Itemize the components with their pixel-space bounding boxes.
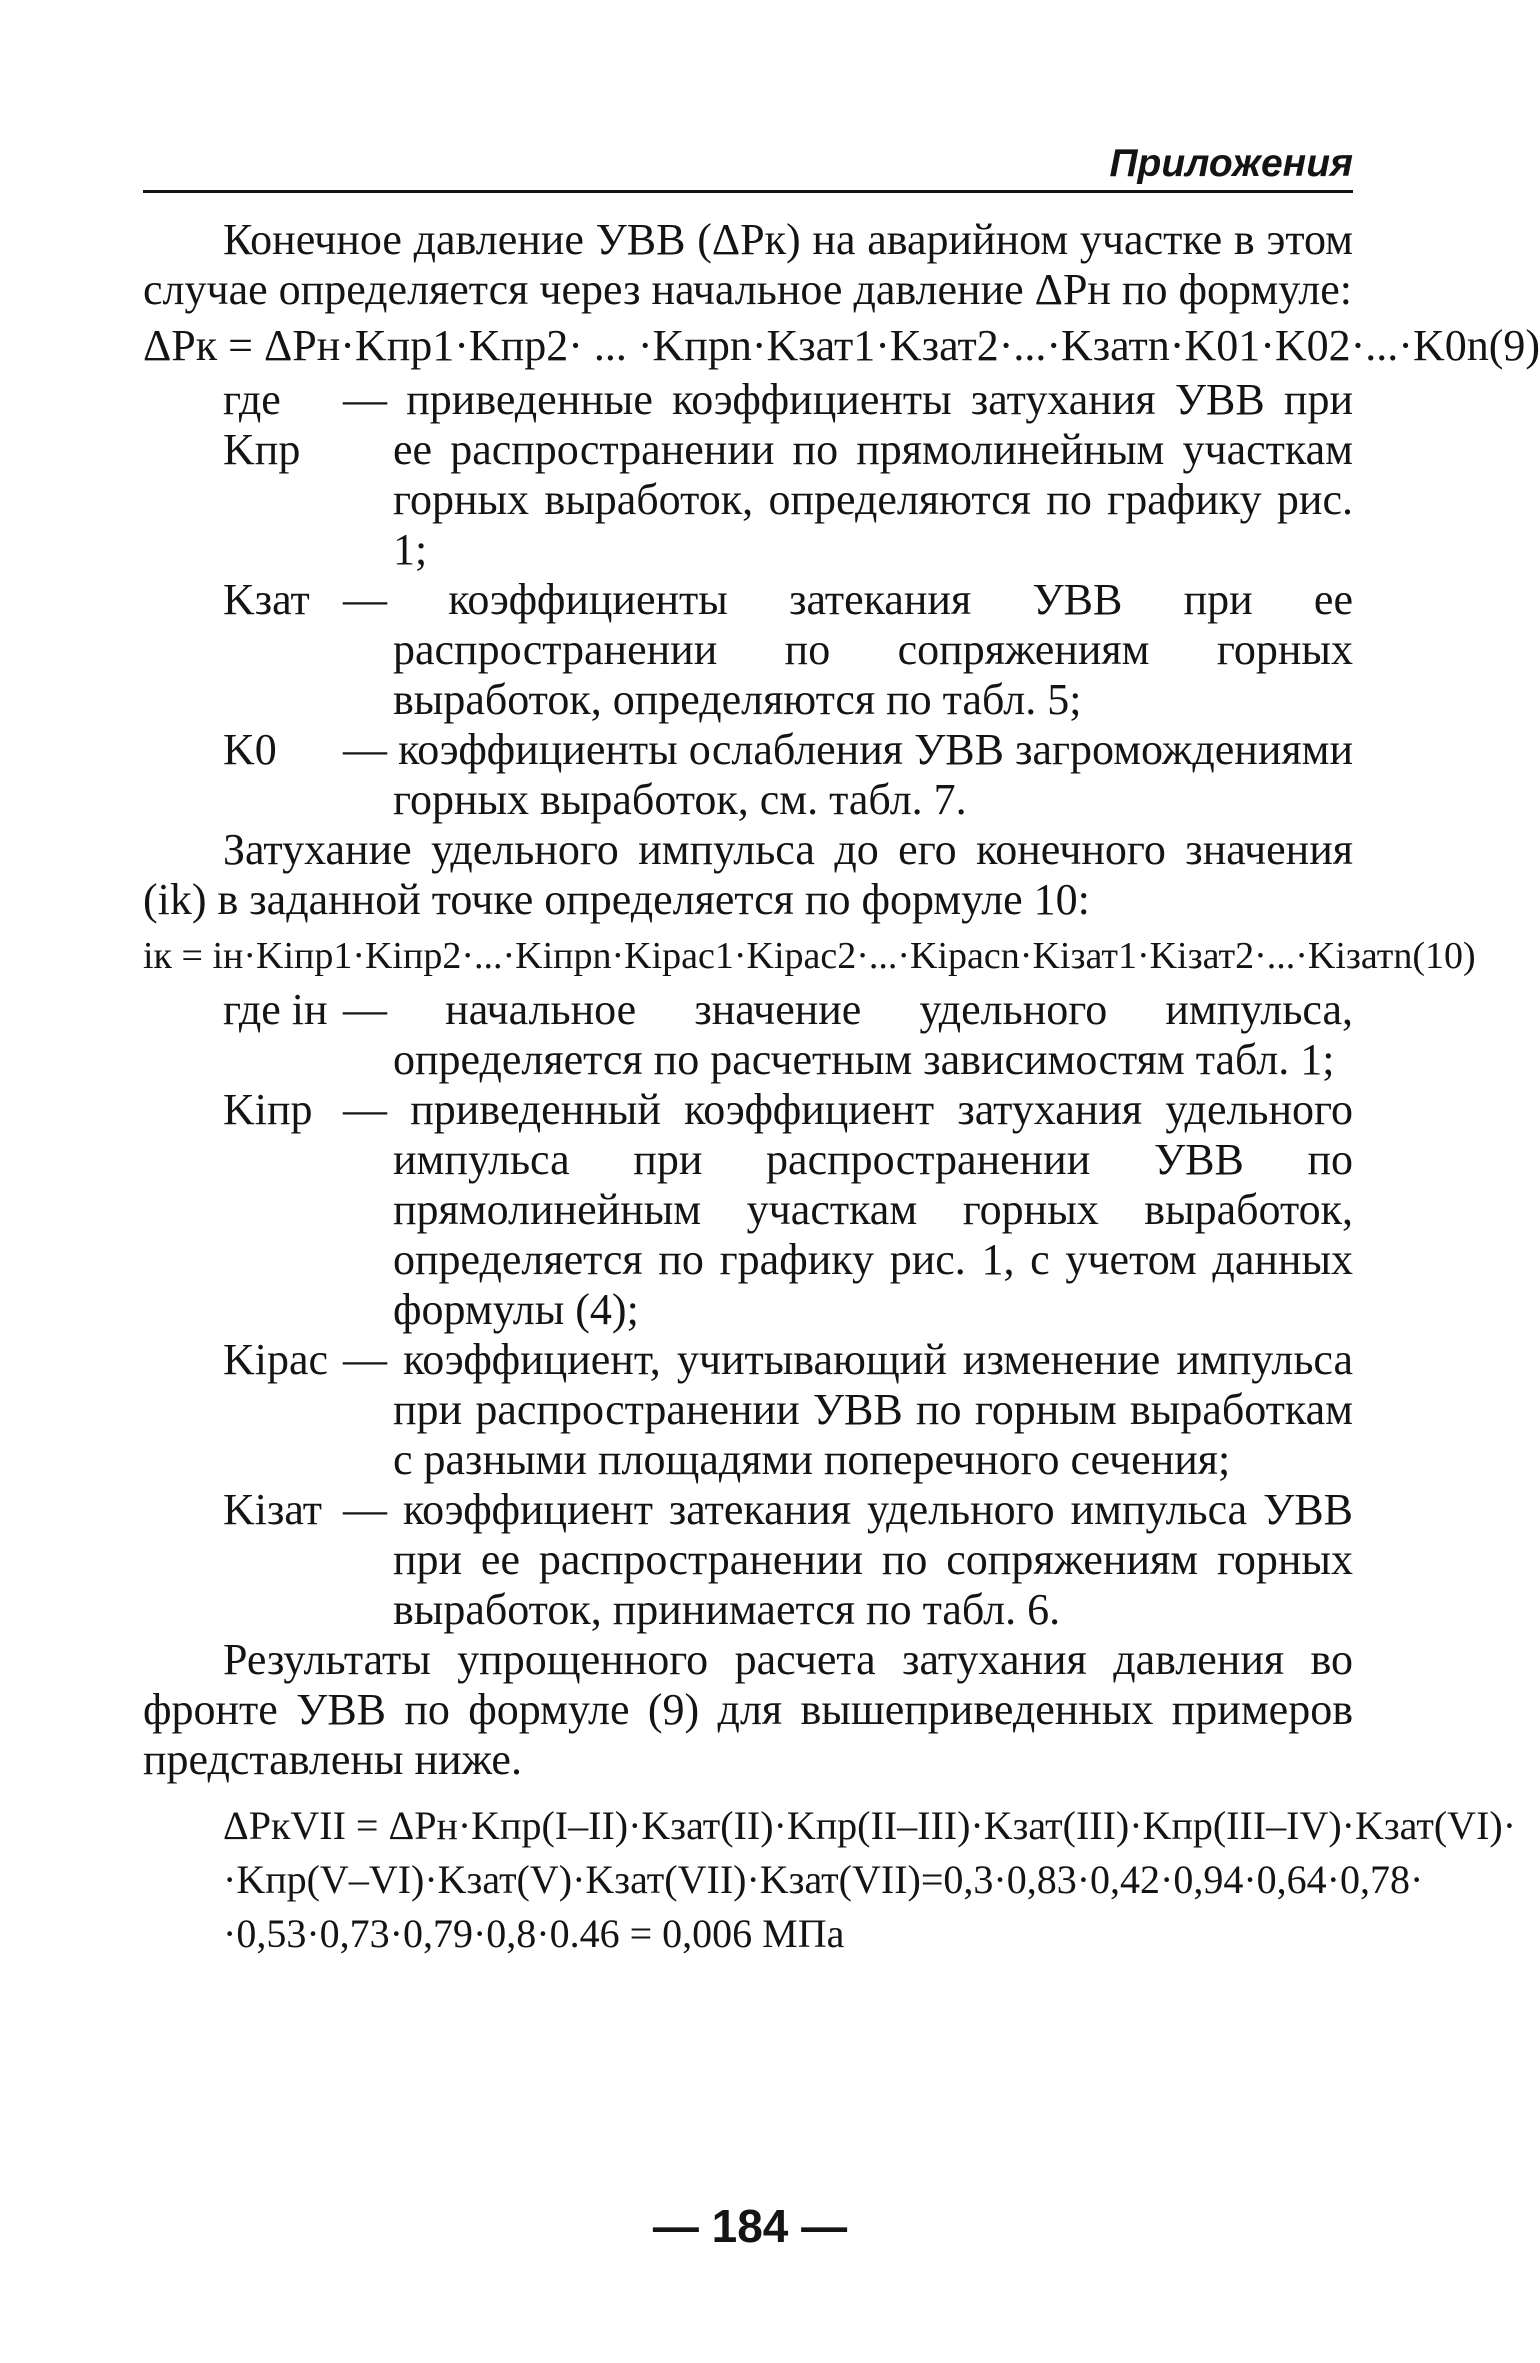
definitions-10: [143, 985, 1353, 1635]
calculation-line: ΔPкVII = ΔPн·Kпр(I–II)·Kзат(II)·Kпр(II–III)·Kзат(III)·Kпр(III–IV)·Kзат(VI)·: [223, 1803, 1517, 1848]
paragraph-intro: Конечное давление УВВ (ΔPк) на аварийном участке в этом случае определяется через начальное давление ΔPн по формуле:: [143, 215, 1353, 314]
page-number: [0, 2199, 1500, 2253]
definition-text: — коэффициент затекания удельного импульса УВВ при ее распространении по сопряжениям горных выработок, принимается по табл. 6.: [343, 1485, 1353, 1634]
definition-symbol: K0: [223, 725, 277, 774]
calculation-line: ·Kпр(V–VI)·Kзат(V)·Kзат(VII)·Kзат(VII)=0,3·0,83·0,42·0,94·0,64·0,78·: [223, 1857, 1424, 1902]
definition-symbol: где iн: [223, 985, 328, 1034]
definition-text: — коэффициенты ослабления УВВ загромождениями горных выработок, см. табл. 7.: [343, 725, 1353, 824]
page-body: [143, 215, 1540, 1961]
definition-item: [143, 985, 1353, 1085]
formula-9-number: (9): [1488, 321, 1540, 370]
definition-item: [143, 575, 1353, 725]
definition-symbol: Kзат: [223, 575, 310, 624]
page-number-text: — 184 —: [652, 2200, 848, 2252]
paragraph-impulse: Затухание удельного импульса до его конечного значения (ik) в заданной точке определяется по формуле 10:: [143, 825, 1353, 924]
definition-text: — начальное значение удельного импульса, определяется по расчетным зависимостям табл. 1;: [343, 985, 1353, 1084]
formula-10-number: (10): [1412, 935, 1476, 977]
definition-item: [143, 1485, 1353, 1635]
header-title: Приложения: [1109, 142, 1353, 185]
paragraph-results: Результаты упрощенного расчета затухания давления во фронте УВВ по формуле (9) для вышеприведенных примеров представлены ниже.: [143, 1635, 1353, 1784]
running-header: [143, 138, 1353, 193]
formula-9: [143, 321, 1540, 371]
definition-symbol: Kiзат: [223, 1485, 322, 1534]
definition-item: [143, 1335, 1353, 1485]
definition-text: — приведенный коэффициент затухания удельного импульса при распространении УВВ по прямолинейным участкам горных выработок, определяется по графику рис. 1, с учетом данных формулы (4);: [343, 1085, 1353, 1334]
calculation-line: ·0,53·0,73·0,79·0,8·0.46 = 0,006 МПа: [223, 1911, 845, 1956]
definition-text: — коэффициент, учитывающий изменение импульса при распространении УВВ по горным выработкам с разными площадями поперечного сечения;: [343, 1335, 1353, 1484]
formula-10: [143, 931, 1476, 981]
definition-text: — приведенные коэффициенты затухания УВВ при ее распространении по прямолинейным участкам горных выработок, определяются по графику рис. 1;: [343, 375, 1353, 574]
definition-item: [143, 1085, 1353, 1335]
definition-symbol: Kiрас: [223, 1335, 329, 1384]
definition-item: [143, 725, 1353, 825]
calculation-block: [143, 1799, 1517, 1961]
formula-10-expression: iк = iн·Kiпр1·Kiпр2·...·Kiпрn·Kiрас1·Kiрас2·...·Kiрасn·Kiзат1·Kiзат2·...·Kiзатn: [143, 935, 1413, 977]
definition-symbol: Kiпр: [223, 1085, 313, 1134]
definition-text: — коэффициенты затекания УВВ при ее распространении по сопряжениям горных выработок, определяются по табл. 5;: [343, 575, 1353, 724]
definition-symbol: где Kпр: [223, 375, 301, 474]
formula-9-expression: ΔPк = ΔPн·Kпр1·Kпр2· ... ·Kпрn·Kзат1·Kзат2·...·Kзатn·K01·K02·...·K0n: [143, 321, 1489, 370]
definition-item: [143, 375, 1353, 575]
definitions-9: [143, 375, 1353, 825]
